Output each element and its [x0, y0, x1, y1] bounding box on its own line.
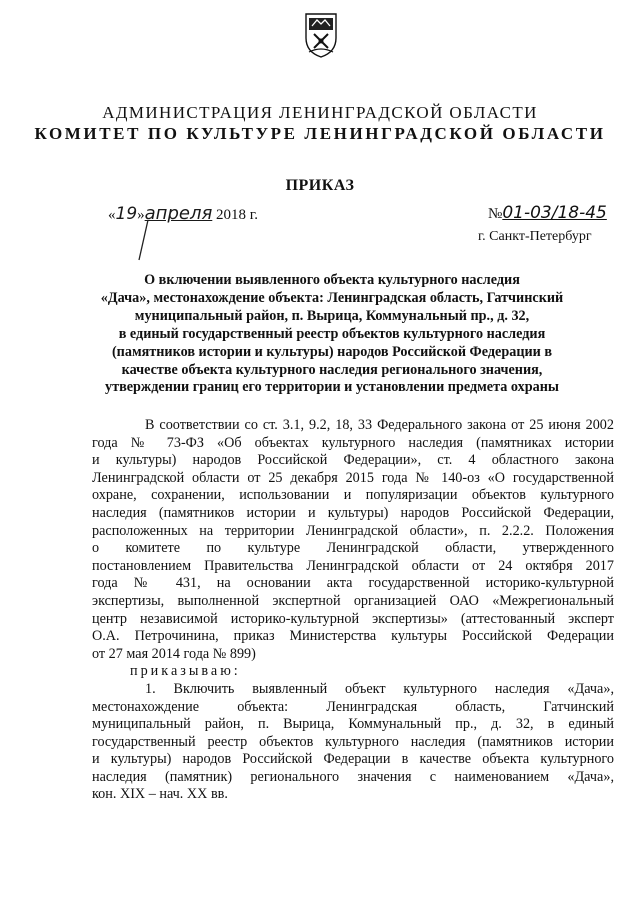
handwritten-day: 19 — [115, 204, 138, 224]
title-line: О включении выявленного объекта культурного наследия — [144, 272, 520, 288]
body-line: В соответствии со ст. 3.1, 9.2, 18, 33 Федерального закона от 25 июня 2002 — [145, 417, 614, 433]
order-command: приказываю: — [130, 663, 241, 680]
body-line: О.А. Петрочинина, приказ Министерства культуры Российской Федерации — [92, 628, 614, 645]
number-prefix: № — [488, 206, 503, 222]
body-line: Ленинградской области от 25 декабря 2015 года № 140-оз «О государственной — [92, 469, 614, 486]
body-line: от 27 мая 2014 года № 899) — [92, 645, 256, 662]
order-date — [108, 203, 258, 224]
clause-line: и культуры) народов Российской Федерации в качестве объекта культурного — [92, 751, 614, 768]
title-line: утверждении границ его территории и установлении предмета охраны — [105, 379, 559, 396]
clause-line: наследия (памятник) регионального значения с наименованием «Дача», — [92, 768, 614, 785]
body-line: о комитете по культуре Ленинградской области, утвержденного — [92, 540, 614, 557]
handwritten-number: 01-03/18-45 — [502, 203, 607, 223]
clause-line: муниципальный район, п. Вырица, Коммунальный пр., д. 32, в единый — [92, 716, 614, 733]
body-line: охране, сохранении, использовании и популяризации объектов культурного — [92, 487, 614, 504]
body-line: года № 431, на основании акта государственной историко-культурной — [92, 575, 614, 592]
quote-open: « — [108, 207, 116, 223]
clause-line: государственный реестр объектов культурного наследия (памятников истории — [92, 733, 614, 750]
title-line: «Дача», местонахождение объекта: Ленинградская область, Гатчинский — [100, 289, 564, 306]
document-type-heading: ПРИКАЗ — [285, 177, 355, 194]
committee-heading: КОМИТЕТ ПО КУЛЬТУРЕ ЛЕНИНГРАДСКОЙ ОБЛАСТИ — [34, 124, 606, 143]
quote-close: » — [137, 207, 145, 223]
body-line: центр независимой историко-культурной экспертизы» (аттестованный эксперт — [92, 610, 614, 627]
pen-stroke-mark — [136, 218, 150, 262]
body-line: расположенных на территории Ленинградской области», п. 2.2.2. Положения — [92, 522, 614, 539]
coat-of-arms-icon — [304, 12, 338, 58]
handwritten-month: апреля — [144, 203, 213, 224]
body-line: и культуры) народов Российской Федерации», ст. 4 областного закона — [92, 452, 614, 469]
order-year: 2018 г. — [212, 207, 258, 223]
clause-line: кон. XIX – нач. XX вв. — [92, 786, 228, 803]
title-line: муниципальный район, п. Вырица, Коммунальный пр., д. 32, — [134, 307, 530, 324]
clause-line: 1. Включить выявленный объект культурного наследия «Дача», — [145, 680, 614, 697]
body-line: года № 73-ФЗ «Об объектах культурного наследия (памятниках истории — [92, 434, 614, 451]
order-title — [92, 272, 572, 397]
clause-line: местонахождение объекта: Ленинградская область, Гатчинский — [92, 698, 614, 715]
title-line: качестве объекта культурного наследия регионального значения, — [121, 361, 543, 378]
order-number — [488, 203, 607, 223]
title-line: в единый государственный реестр объектов культурного наследия — [118, 325, 546, 342]
administration-heading: АДМИНИСТРАЦИЯ ЛЕНИНГРАДСКОЙ ОБЛАСТИ — [102, 103, 538, 122]
order-body — [92, 417, 614, 804]
city-line: г. Санкт-Петербург — [478, 229, 592, 244]
body-line: постановлением Правительства Ленинградской области от 24 октября 2017 — [92, 557, 614, 574]
body-line: наследия (памятников истории и культуры) народов Российской Федерации, — [92, 504, 614, 521]
title-line: (памятников истории и культуры) народов Российской Федерации в — [111, 343, 553, 360]
body-line: экспертизы, выполненной экспертной организацией ОАО «Межрегиональный — [92, 592, 614, 609]
